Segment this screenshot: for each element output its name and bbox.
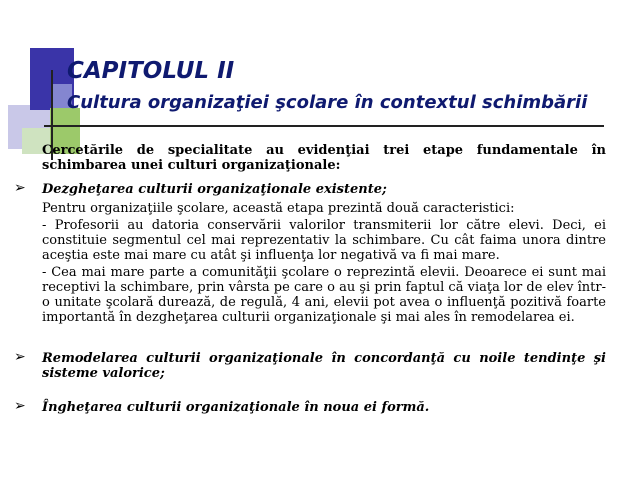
bullet-arrow-icon: ➢ bbox=[14, 180, 26, 196]
bullet1-point2: - Cea mai mare parte a comunităţii şcolare o reprezintă elevii. Deoarece ei sunt mai receptivi la schimbare, prin vârsta pe care o au şi prin faptul că viaţa lor de elev într-o unitate şcolară durează, de regulă, 4 ani, elevii pot avea o influenţă pozitivă foarte importantă în dezgheţarea culturii organizaţionale şi mai ales în remodelarea ei. bbox=[42, 265, 606, 325]
intro-paragraph: Cercetările de specialitate au evidenţiai trei etape fundamentale în schimbarea unei culturi organizaţionale: bbox=[42, 143, 606, 173]
bullet3-title: Îngheţarea culturii organizaţionale în noua ei formă. bbox=[42, 400, 430, 415]
slide-title: CAPITOLUL II bbox=[67, 58, 235, 84]
bullet1-title: Dezgheţarea culturii organizaţionale existente; bbox=[42, 182, 387, 197]
bullet1-point1: - Profesorii au datoria conservării valorilor transmiterii lor către elevi. Deci, ei constituie segmentul cel mai reprezentativ la schimbare. Cu cât faima unora dintre aceştia este mai mare cu atât şi influenţa lor negativă va fi mai mare. bbox=[42, 218, 606, 263]
slide-subtitle: Cultura organizaţiei şcolare în contextul schimbării bbox=[67, 92, 588, 113]
bullet1-intro: Pentru organizaţiile şcolare, această etapa prezintă două caracteristici: bbox=[42, 201, 515, 216]
bullet-arrow-icon: ➢ bbox=[14, 398, 26, 414]
bullet-arrow-icon: ➢ bbox=[14, 349, 26, 365]
title-divider-line bbox=[44, 125, 604, 127]
bullet2-title: Remodelarea culturii organizaţionale în concordanţă cu noile tendinţe şi sisteme valorice; bbox=[42, 351, 606, 381]
